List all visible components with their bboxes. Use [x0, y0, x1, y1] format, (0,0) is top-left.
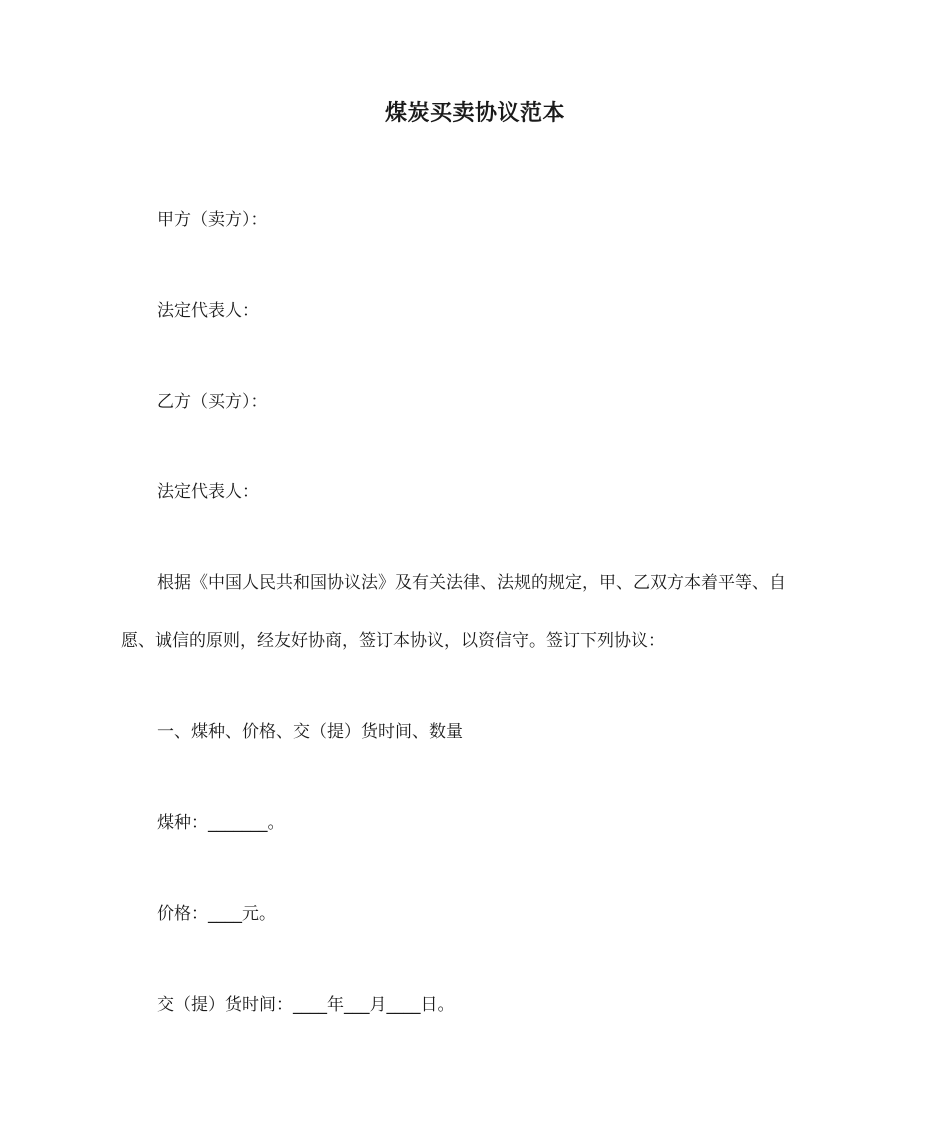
section-1-heading: 一、煤种、价格、交（提）货时间、数量	[157, 722, 463, 742]
document-title: 煤炭买卖协议范本	[384, 101, 565, 126]
party-a-representative-label: 法定代表人：	[157, 301, 259, 321]
preamble-line-2: 愿、诚信的原则，经友好协商，签订本协议，以资信守。签订下列协议：	[121, 631, 665, 651]
coal-type-field: 煤种：_______。	[157, 813, 285, 833]
party-a-label: 甲方（卖方）：	[157, 210, 268, 230]
party-b-label: 乙方（买方）：	[157, 392, 268, 412]
preamble-line-1: 根据《中国人民共和国协议法》及有关法律、法规的规定，甲、乙双方本着平等、自	[157, 573, 786, 593]
party-b-representative-label: 法定代表人：	[157, 482, 259, 502]
price-field: 价格：____元。	[157, 904, 276, 924]
delivery-time-field: 交（提）货时间：____年___月____日。	[157, 995, 455, 1015]
